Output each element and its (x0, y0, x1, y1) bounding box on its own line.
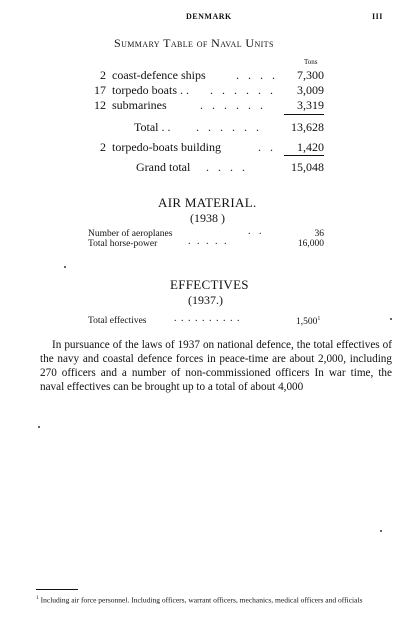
scan-speck (64, 266, 66, 268)
row-dots: . . . . (236, 68, 278, 82)
row-value: 3,009 (297, 83, 324, 97)
effectives-dots: . . . . . . . . . . (174, 313, 241, 324)
row-quantity: 2 (100, 68, 106, 82)
air-row-dots: . . . . . (188, 236, 229, 247)
grand-total-dots: . . . . (206, 160, 248, 174)
grand-total-value: 15,048 (291, 160, 324, 174)
air-row-value: 36 (314, 229, 324, 239)
footnote-text: Including air force personnel. Including officers, warrant officers, mechanics, medical officers and officials (40, 595, 363, 605)
grand-total-rule (284, 155, 324, 156)
row-label: coast-defence ships (112, 68, 206, 82)
footnote-rule (36, 589, 78, 590)
effectives-footnote-mark: 1 (317, 316, 321, 322)
building-quantity: 2 (100, 140, 106, 154)
effectives-year: (1937.) (188, 293, 223, 307)
effectives-value-number: 1,500 (296, 317, 318, 328)
row-dots: . . . . . . (200, 98, 266, 112)
effectives-value (296, 316, 320, 327)
air-material-title: AIR MATERIAL. (158, 195, 257, 210)
row-label: torpedo boats . . (112, 83, 189, 97)
grand-total-label: Grand total (136, 160, 191, 174)
footnote (36, 594, 396, 605)
row-value: 7,300 (297, 68, 324, 82)
subtotal-rule (284, 114, 324, 115)
row-label: submarines (112, 98, 167, 112)
air-row-label: Number of aeroplanes (88, 229, 173, 239)
scan-speck (390, 318, 392, 320)
effectives-label: Total effectives (88, 316, 147, 326)
air-material-year: (1938 ) (190, 211, 225, 225)
row-value: 3,319 (297, 98, 324, 112)
tons-column-header: Tons (304, 58, 318, 66)
total-dots: . . . . . . (196, 120, 262, 134)
scan-speck (380, 530, 382, 532)
air-row-dots: . . (248, 226, 265, 237)
air-row-value: 16,000 (297, 239, 324, 249)
row-quantity: 12 (94, 98, 106, 112)
row-quantity: 17 (94, 83, 106, 97)
body-paragraph: In pursuance of the laws of 1937 on national defence, the total effectives of the navy and coastal defence forces in peace-time are about 2,000, including 270 officers and a number of non-commissioned officers In war time, the naval effectives can be brought up to a total of about 4,000 (40, 339, 392, 393)
building-dots: . . (258, 140, 276, 154)
page-number: III (372, 12, 383, 21)
summary-table-title: Summary Table of Naval Units (114, 36, 274, 50)
air-row-label: Total horse-power (88, 239, 158, 249)
building-value: 1,420 (297, 140, 324, 154)
effectives-title: EFFECTIVES (170, 277, 249, 292)
footnote-mark: 1 (36, 595, 39, 601)
total-value: 13,628 (291, 120, 324, 134)
building-label: torpedo-boats building (112, 140, 221, 154)
row-dots: . . . . . . (210, 83, 276, 97)
scan-speck (38, 426, 40, 428)
running-header-country: DENMARK (186, 12, 232, 21)
total-label: Total . . (134, 120, 171, 134)
